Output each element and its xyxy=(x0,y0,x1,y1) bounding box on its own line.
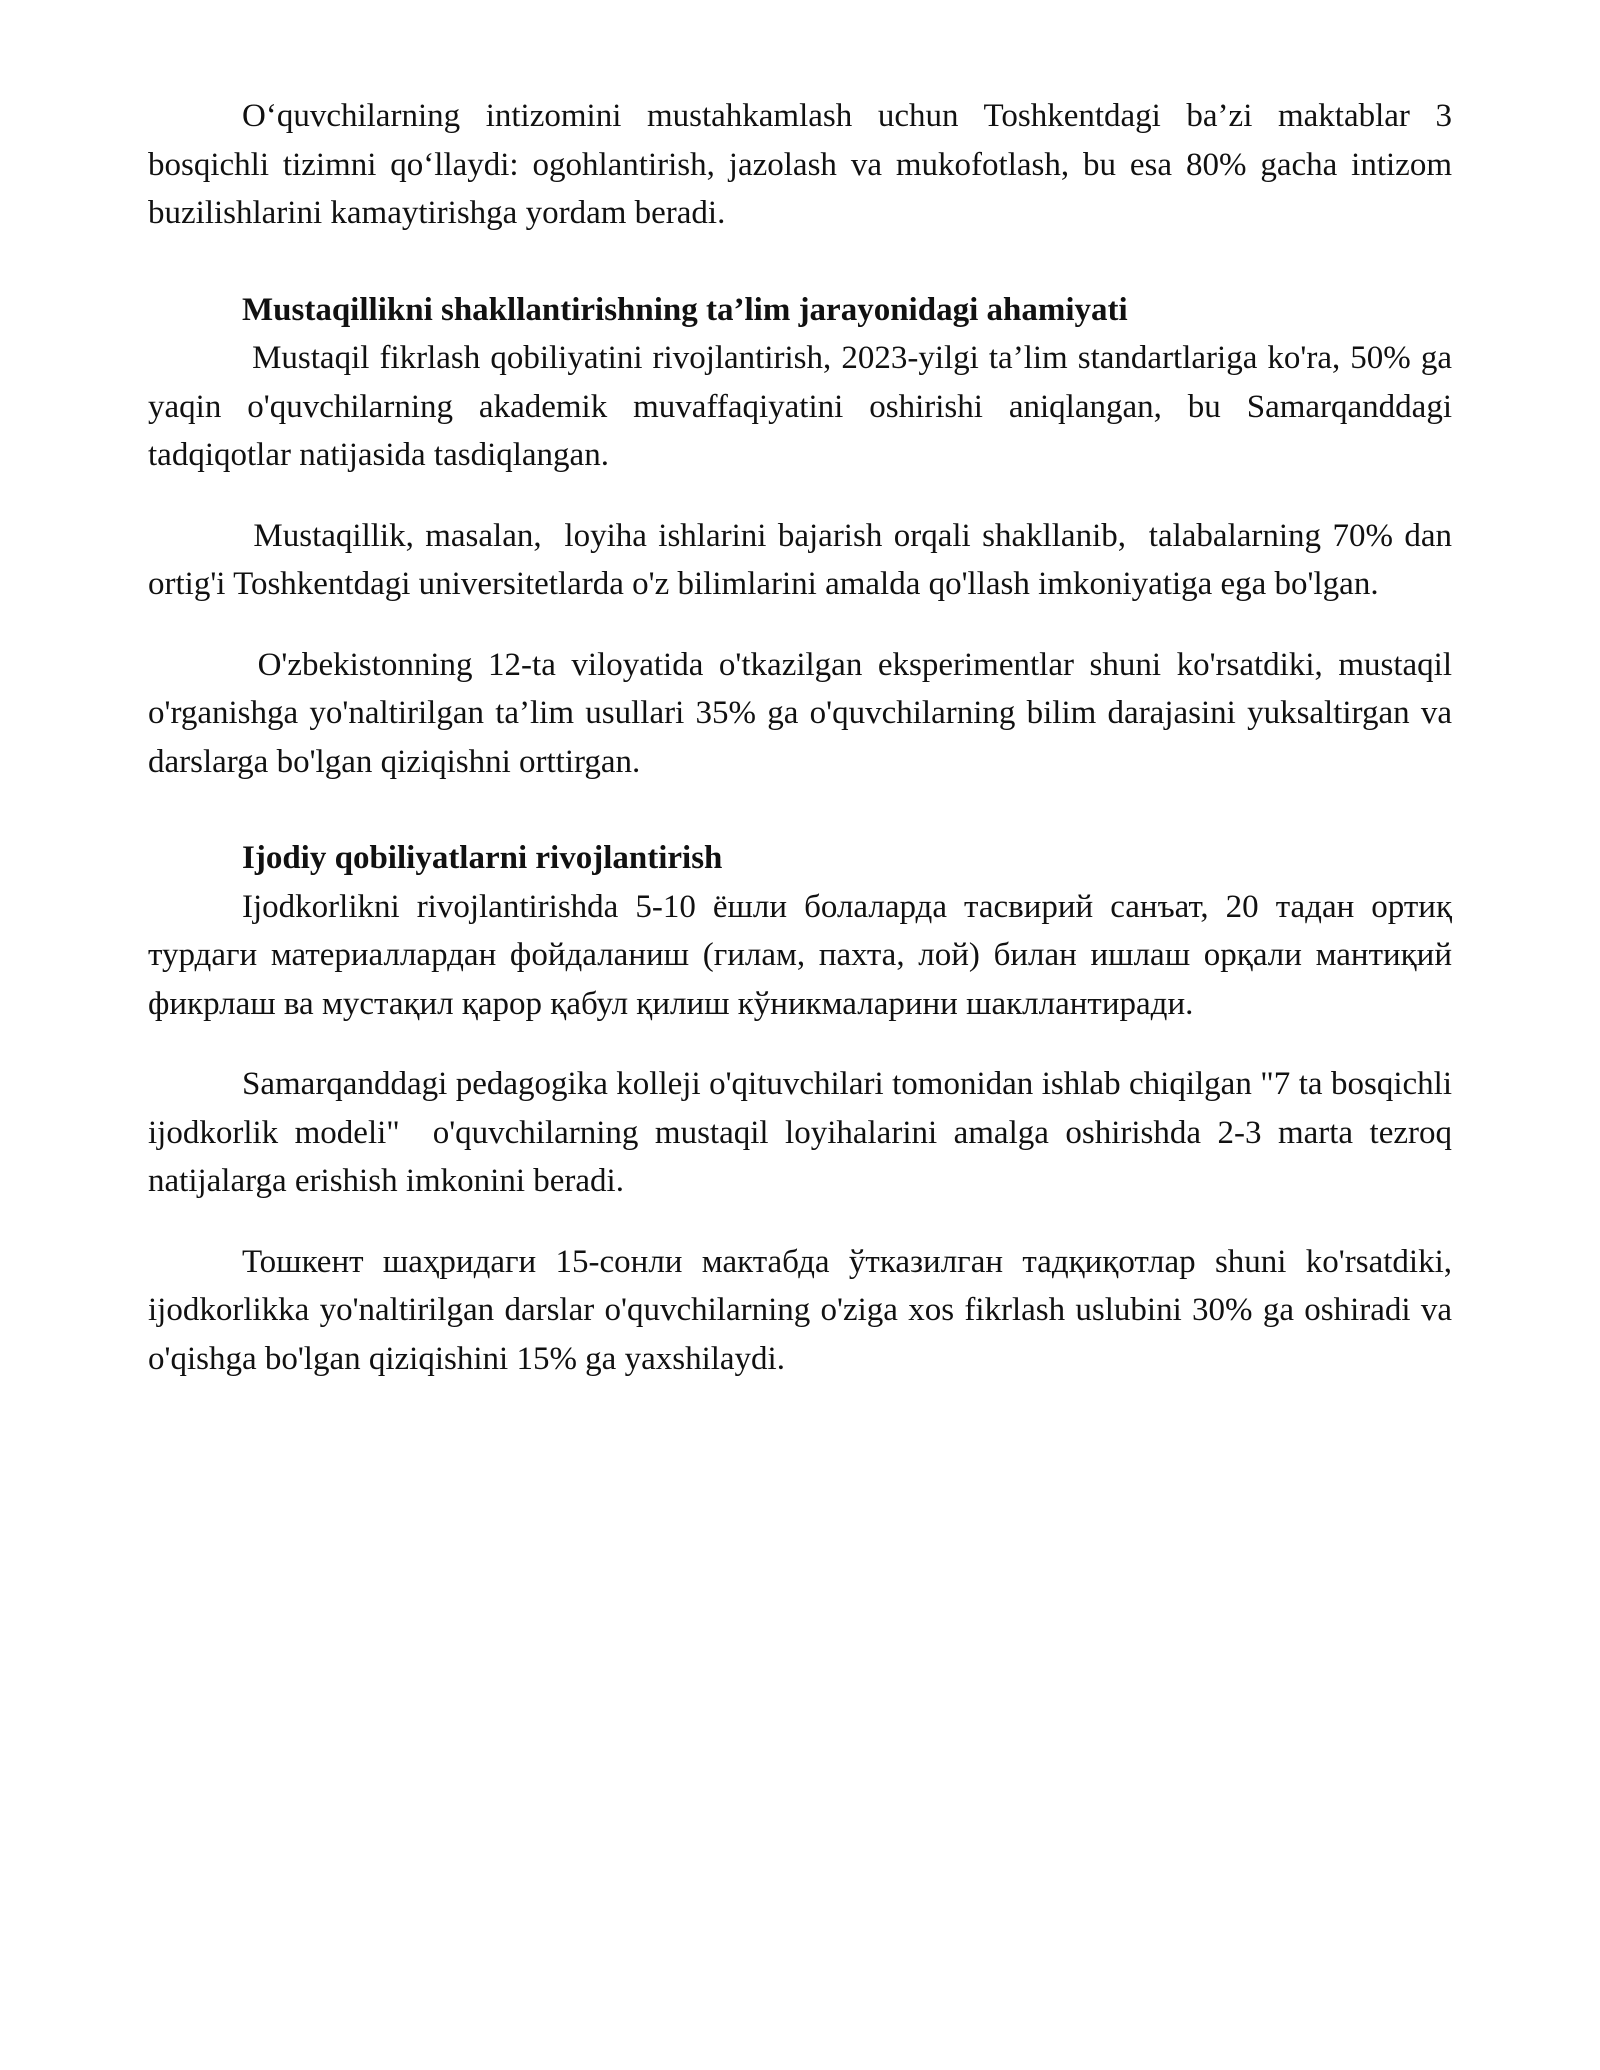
paragraph-discipline: O‘quvchilarning intizomini mustahkamlash uchun Toshkentdagi ba’zi maktablar 3 bosqichli tizimni qo‘llaydi: ogohlantirish, jazolash va mukofotlash, bu esa 80% gacha intizom buzilishlarini kamaytirishga yordam beradi. xyxy=(148,98,1452,231)
paragraph-experiments: O'zbekistonning 12-ta viloyatida o'tkazilgan eksperimentlar shuni ko'rsatdiki, mustaqil o'rganishga yo'naltirilgan ta’lim usullari 35% ga o'quvchilarning bilim darajasini yuksaltirgan va darslarga bo'lgan qiziqishni orttirgan. xyxy=(148,646,1461,780)
paragraph-creativity-model: Samarqanddagi pedagogika kolleji o'qituvchilari tomonidan ishlab chiqilgan "7 ta bosqichli ijodkorlik modeli" o'quvchilarning mustaqil loyihalarini amalga oshirishda 2-3 marta tezroq natijalarga erishish imkonini beradi. xyxy=(148,1066,1461,1199)
heading-creativity: Ijodiy qobiliyatlarni rivojlantirish xyxy=(242,840,723,876)
paragraph-school-research: Тошкент шаҳридаги 15-сонли мактабда ўтказилган тадқиқотлар shuni ko'rsatdiki, ijodkorlikka yo'naltirilgan darslar o'quvchilarning o'ziga xos fikrlash uslubini 30% ga oshiradi va o'qishga bo'lgan qiziqishini 15% ga yaxshilaydi. xyxy=(148,1243,1452,1377)
paragraph-independent-thinking: Mustaqil fikrlash qobiliyatini rivojlantirish, 2023-yilgi ta’lim standartlariga ko'ra, 50% ga yaqin o'quvchilarning akademik muvaffaqiyatini oshirishi aniqlangan, bu Samarqanddagi tadqiqotlar natijasida tasdiqlangan. xyxy=(148,340,1461,473)
paragraph-projects: Mustaqillik, masalan, loyiha ishlarini bajarish orqali shakllanib, talabalarning 70% dan ortig'i Toshkentdagi universitetlarda o'z bilimlarini amalda qo'llash imkoniyatiga ega bo'lgan. xyxy=(148,517,1461,602)
document-page xyxy=(148,92,1461,1383)
paragraph-creativity-art: Ijodkorlikni rivojlantirishda 5-10 ёшли болаларда тасвирий санъат, 20 тадан ортиқ турдаги материаллардан фойдаланиш (гилам, пахта, лой) билан ишлаш орқали мантиқий фикрлаш ва мустақил қарор қабул қилиш кўникмаларини шакллантиради. xyxy=(148,888,1452,1022)
heading-independence: Mustaqillikni shakllantirishning ta’lim jarayonidagi ahamiyati xyxy=(242,291,1128,328)
